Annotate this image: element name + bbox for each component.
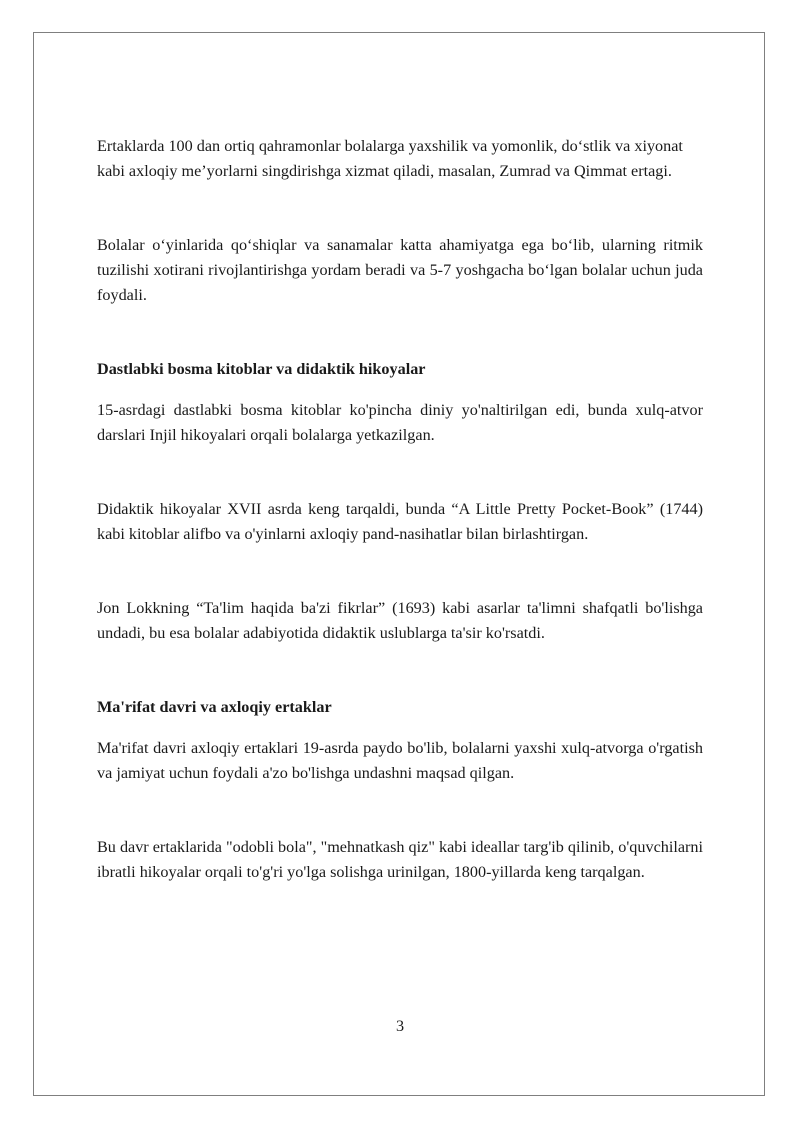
paragraph-didaktik-hikoyalar: Didaktik hikoyalar XVII asrda keng tarqaldi, bunda “A Little Pretty Pocket-Book” (1744) kabi kitoblar alifbo va o'yinlarni axloqiy pand-nasihatlar bilan birlashtirgan. [97, 500, 703, 543]
page-number: 3 [395, 1017, 405, 1035]
section-heading-marifat-davri: Ma'rifat davri va axloqiy ertaklar [97, 698, 332, 716]
document-body [97, 134, 703, 885]
paragraph-spacer [97, 786, 703, 835]
paragraph-spacer [97, 184, 703, 233]
heading-spacer [97, 382, 703, 398]
paragraph-marifat-ertaklari: Ma'rifat davri axloqiy ertaklari 19-asrda paydo bo'lib, bolalarni yaxshi xulq-atvorga o'rgatish va jamiyat uchun foydali a'zo bo'lishga undashni maqsad qilgan. [97, 739, 703, 782]
paragraph-spacer [97, 308, 703, 357]
paragraph-spacer [97, 448, 703, 497]
paragraph-spacer [97, 547, 703, 596]
paragraph-bolalar-oyinlari: Bolalar o‘yinlarida qo‘shiqlar va sanamalar katta ahamiyatga ega bo‘lib, ularning ritmik tuzilishi xotirani rivojlantirishga yordam beradi va 5-7 yoshgacha bo‘lgan bolalar uchun juda foydali. [97, 236, 703, 304]
paragraph-ertaklar: Ertaklarda 100 dan ortiq qahramonlar bolalarga yaxshilik va yomonlik, do‘stlik va xiyonat kabi axloqiy me’yorlarni singdirishga xizmat qiladi, masalan, Zumrad va Qimmat ertagi. [97, 137, 683, 180]
heading-spacer [97, 720, 703, 736]
paragraph-davr-ertaklari: Bu davr ertaklarida "odobli bola", "mehnatkash qiz" kabi ideallar targ'ib qilinib, o'quvchilarni ibratli hikoyalar orqali to'g'ri yo'lga solishga urinilgan, 1800-yillarda keng tarqalgan. [97, 838, 704, 881]
paragraph-spacer [97, 646, 703, 695]
paragraph-bosma-kitoblar: 15-asrdagi dastlabki bosma kitoblar ko'pincha diniy yo'naltirilgan edi, bunda xulq-atvor darslari Injil hikoyalari orqali bolalarga yetkazilgan. [97, 401, 703, 444]
paragraph-jon-lokk: Jon Lokkning “Ta'lim haqida ba'zi fikrlar” (1693) kabi asarlar ta'limni shafqatli bo'lishga undadi, bu esa bolalar adabiyotida didaktik uslublarga ta'sir ko'rsatdi. [97, 599, 703, 642]
section-heading-bosma-kitoblar: Dastlabki bosma kitoblar va didaktik hikoyalar [97, 360, 426, 378]
